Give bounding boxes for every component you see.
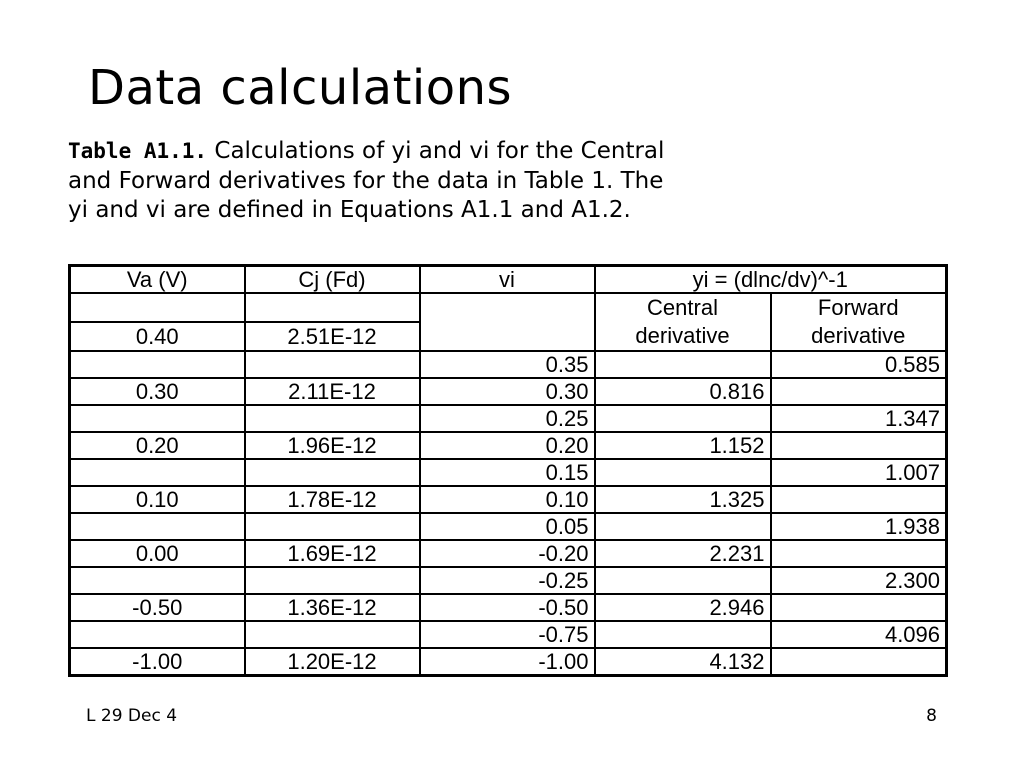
cell-cj: 1.36E-12: [245, 594, 420, 621]
cell-forward: 0.585: [771, 351, 947, 378]
table-row: [70, 378, 947, 405]
cell-central: 2.946: [595, 594, 771, 621]
empty-cell: [420, 293, 595, 351]
cell-forward: [771, 486, 947, 513]
cell-central: 2.231: [595, 540, 771, 567]
table-row: [70, 648, 947, 676]
cell-central: 0.816: [595, 378, 771, 405]
cell-forward: 1.938: [771, 513, 947, 540]
cell-forward: 1.007: [771, 459, 947, 486]
cell-cj: [245, 459, 420, 486]
cell-cj: [245, 351, 420, 378]
cell-vi: -1.00: [420, 648, 595, 676]
subheader-central: [595, 293, 771, 351]
subheader-forward: [771, 293, 947, 351]
cell-cj: [245, 405, 420, 432]
cell-central: [595, 351, 771, 378]
cell-central: [595, 405, 771, 432]
header-vi: vi: [420, 266, 595, 294]
cell-forward: [771, 378, 947, 405]
caption-text: Calculations of yi and vi for the Central and Forward derivatives for the data in Table 1. The yi and vi are defined in Equations A1.1 and A1.2.: [68, 138, 665, 223]
cell-vi: 0.10: [420, 486, 595, 513]
cell-cj: 2.51E-12: [245, 322, 420, 351]
cell-va: -1.00: [70, 648, 245, 676]
cell-cj: [245, 621, 420, 648]
cell-va: [70, 567, 245, 594]
cell-vi: 0.15: [420, 459, 595, 486]
table-row: [70, 486, 947, 513]
table-row: [70, 540, 947, 567]
cell-vi: -0.20: [420, 540, 595, 567]
cell-cj: 1.20E-12: [245, 648, 420, 676]
cell-central: 1.152: [595, 432, 771, 459]
cell-vi: -0.25: [420, 567, 595, 594]
cell-va: 0.40: [70, 322, 245, 351]
cell-forward: 4.096: [771, 621, 947, 648]
cell-va: [70, 351, 245, 378]
cell-forward: 2.300: [771, 567, 947, 594]
table-row: [70, 351, 947, 378]
table-row: [70, 432, 947, 459]
cell-vi: 0.20: [420, 432, 595, 459]
data-table: [68, 264, 948, 677]
cell-cj: 1.96E-12: [245, 432, 420, 459]
cell-central: 1.325: [595, 486, 771, 513]
slide-title: Data calculations: [88, 60, 513, 116]
cell-cj: [245, 513, 420, 540]
cell-forward: [771, 432, 947, 459]
cell-vi: 0.35: [420, 351, 595, 378]
cell-vi: -0.50: [420, 594, 595, 621]
cell-central: [595, 621, 771, 648]
cell-vi: 0.05: [420, 513, 595, 540]
cell-va: [70, 405, 245, 432]
subheader-forward-line1: Forward: [817, 295, 899, 320]
empty-cell: [70, 293, 245, 322]
cell-va: -0.50: [70, 594, 245, 621]
cell-va: 0.30: [70, 378, 245, 405]
table-row: [70, 459, 947, 486]
cell-forward: 1.347: [771, 405, 947, 432]
cell-va: 0.20: [70, 432, 245, 459]
table-row: [70, 567, 947, 594]
table-row: [70, 513, 947, 540]
empty-cell: [245, 293, 420, 322]
cell-va: [70, 459, 245, 486]
table-row: [70, 405, 947, 432]
table-row: [70, 621, 947, 648]
cell-vi: 0.30: [420, 378, 595, 405]
subheader-row-1: [70, 293, 947, 322]
subheader-central-line2: derivative: [635, 323, 730, 348]
footer-lecture-date: L 29 Dec 4: [86, 706, 178, 726]
header-va: Va (V): [70, 266, 245, 294]
cell-forward: [771, 648, 947, 676]
cell-central: [595, 459, 771, 486]
cell-central: 4.132: [595, 648, 771, 676]
cell-vi: -0.75: [420, 621, 595, 648]
table-caption: [68, 137, 668, 226]
cell-cj: 1.69E-12: [245, 540, 420, 567]
cell-va: [70, 621, 245, 648]
cell-cj: 1.78E-12: [245, 486, 420, 513]
header-yi: yi = (dlnc/dv)^-1: [595, 266, 947, 294]
cell-forward: [771, 540, 947, 567]
cell-forward: [771, 594, 947, 621]
subheader-central-line1: Central: [647, 295, 718, 320]
page-number: 8: [926, 706, 937, 726]
table-row: [70, 594, 947, 621]
cell-cj: 2.11E-12: [245, 378, 420, 405]
header-row: [70, 266, 947, 294]
cell-central: [595, 513, 771, 540]
cell-va: 0.00: [70, 540, 245, 567]
subheader-forward-line2: derivative: [811, 323, 906, 348]
cell-central: [595, 567, 771, 594]
cell-vi: 0.25: [420, 405, 595, 432]
cell-va: 0.10: [70, 486, 245, 513]
cell-cj: [245, 567, 420, 594]
cell-va: [70, 513, 245, 540]
caption-label: Table A1.1.: [68, 139, 208, 163]
header-cj: Cj (Fd): [245, 266, 420, 294]
